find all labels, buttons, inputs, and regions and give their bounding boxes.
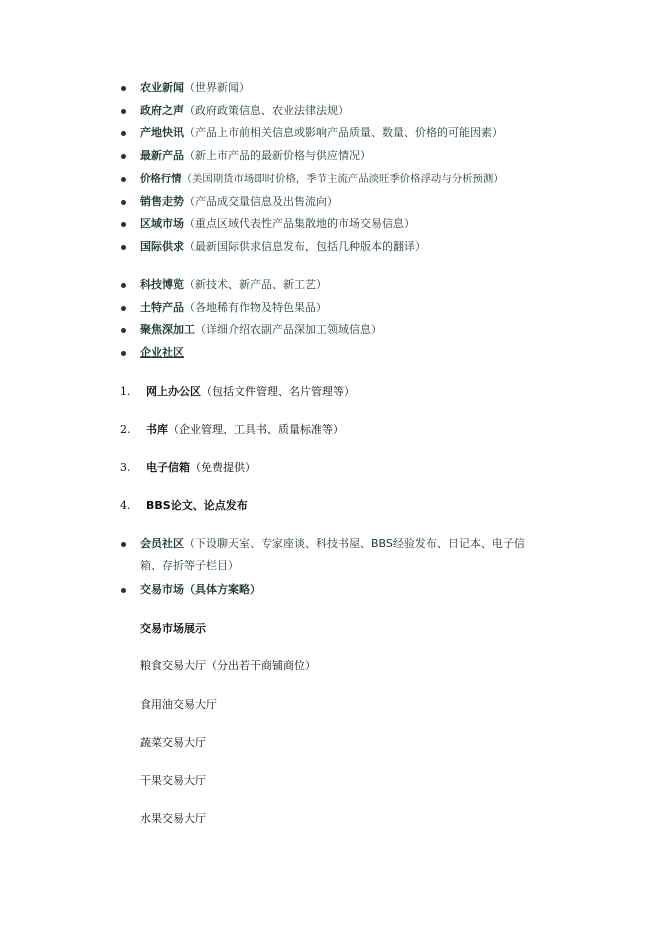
item-title: 网上办公区	[146, 385, 201, 398]
item-desc: （各地稀有作物及特色果品）	[184, 301, 327, 314]
hall-label: 食用油交易大厅	[140, 698, 217, 711]
hall-label: 干果交易大厅	[140, 774, 206, 787]
item-title: 销售走势	[140, 195, 184, 208]
item-desc: （产品上市前相关信息或影响产品质量、数量、价格的可能因素）	[184, 126, 503, 139]
item-title: 聚焦深加工	[140, 323, 195, 336]
item-desc: （政府政策信息、农业法律法规）	[184, 104, 349, 117]
item-title: 最新产品	[140, 149, 184, 162]
item-number: 1.	[120, 385, 131, 398]
item-title: 土特产品	[140, 301, 184, 314]
item-desc-continued: 箱、存折等子栏目）	[140, 559, 239, 572]
bullet-icon	[121, 351, 126, 356]
item-title: BBS论文、论点发布	[146, 499, 248, 512]
bullet-icon	[121, 109, 126, 114]
enterprise-community-link[interactable]: 企业社区	[140, 346, 184, 359]
item-title: 价格行情	[140, 173, 182, 185]
bullet-icon	[121, 328, 126, 333]
item-desc: （美国期货市场即时价格，季节主流产品淡旺季价格浮动与分析预测）	[181, 173, 504, 185]
item-desc: （企业管理、工具书、质量标准等）	[168, 423, 344, 436]
item-title: 产地快讯	[140, 126, 184, 139]
item-title: 科技博览	[140, 278, 184, 291]
item-desc: （世界新闻）	[184, 81, 250, 94]
bullet-icon	[121, 542, 126, 547]
market-section-title: 交易市场展示	[140, 622, 206, 635]
bullet-icon	[121, 588, 126, 593]
bullet-icon	[121, 283, 126, 288]
item-title: 电子信箱	[146, 461, 190, 474]
item-desc: （免费提供）	[190, 461, 256, 474]
hall-label: 粮食交易大厅（分出若干商铺商位）	[140, 659, 316, 672]
item-desc: （新上市产品的最新价格与供应情况）	[184, 149, 371, 162]
bullet-icon	[121, 86, 126, 91]
item-title: 国际供求	[140, 240, 184, 253]
item-title: 农业新闻	[140, 81, 184, 94]
item-title: 区域市场	[140, 217, 184, 230]
item-desc: （具体方案略）	[184, 583, 261, 596]
item-title: 书库	[146, 423, 168, 436]
bullet-icon	[121, 154, 126, 159]
item-number: 3.	[120, 461, 131, 474]
bullet-icon	[121, 131, 126, 136]
bullet-icon	[121, 306, 126, 311]
item-title: 政府之声	[140, 104, 184, 117]
item-desc: （产品成交量信息及出售流向）	[184, 195, 338, 208]
hall-label: 蔬菜交易大厅	[140, 736, 206, 749]
item-desc: （详细介绍农副产品深加工领域信息）	[195, 323, 382, 336]
hall-label: 水果交易大厅	[140, 812, 206, 825]
item-title: 会员社区	[140, 537, 184, 550]
item-title: 交易市场	[140, 583, 184, 596]
bullet-icon	[121, 177, 126, 182]
item-desc: （最新国际供求信息发布，包括几种版本的翻译）	[184, 240, 426, 253]
bullet-icon	[121, 200, 126, 205]
bullet-icon	[121, 222, 126, 227]
item-desc: （重点区域代表性产品集散地的市场交易信息）	[184, 217, 415, 230]
item-number: 4.	[120, 499, 131, 512]
bullet-icon	[121, 245, 126, 250]
item-number: 2.	[120, 423, 131, 436]
item-desc: （下设聊天室、专家座谈、科技书屋、BBS经验发布、日记本、电子信	[184, 537, 525, 550]
item-desc: （新技术、新产品、新工艺）	[184, 278, 327, 291]
item-desc: （包括文件管理、名片管理等）	[201, 385, 355, 398]
